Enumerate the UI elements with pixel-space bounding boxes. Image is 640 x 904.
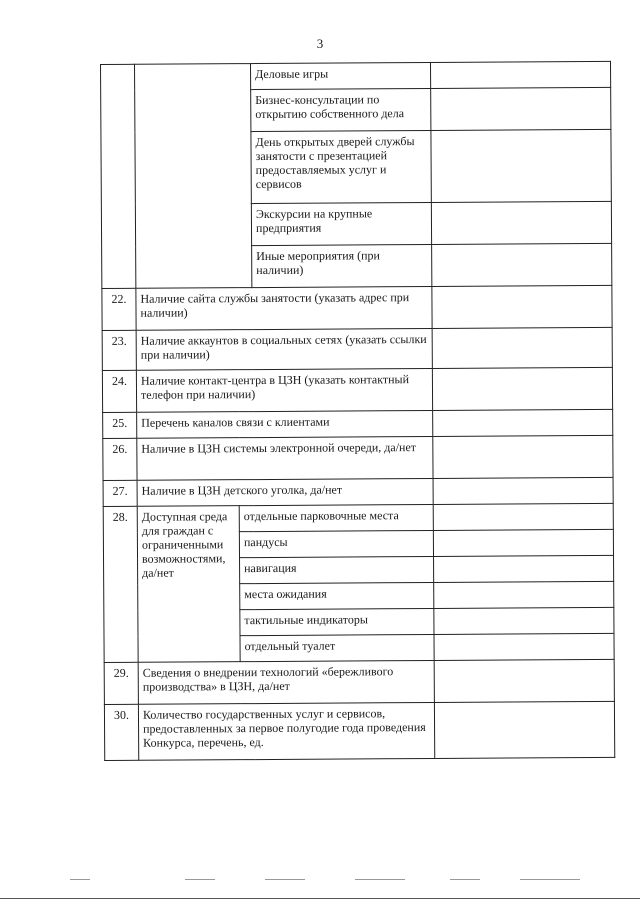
value-cell <box>434 701 614 758</box>
scan-mark <box>450 879 480 880</box>
row-number: 29. <box>104 662 138 704</box>
row-number: 24. <box>102 370 136 412</box>
sub-item-cell: отдельные парковочные места <box>239 504 433 531</box>
row-text: Наличие аккаунтов в социальных сетях (указать ссылки при наличии) <box>136 328 432 370</box>
cont-item-cell: Бизнес-консультации по открытию собственного дела <box>251 88 431 131</box>
value-cell <box>434 633 614 660</box>
value-cell <box>432 327 612 368</box>
row-number: 22. <box>102 288 136 330</box>
scan-mark <box>520 879 580 880</box>
survey-table <box>100 61 615 761</box>
cont-label-cell <box>135 64 252 289</box>
table-row <box>103 503 613 532</box>
row-number: 26. <box>103 438 137 480</box>
scan-mark <box>70 879 90 880</box>
value-cell <box>433 477 613 504</box>
row-text: Наличие в ЦЗН системы электронной очереди, да/нет <box>137 436 433 480</box>
table-row <box>101 61 611 90</box>
table-row <box>103 477 613 506</box>
page-number: 3 <box>316 36 324 51</box>
table-row <box>102 285 612 330</box>
row-text: Наличие в ЦЗН детского уголка, да/нет <box>137 478 433 506</box>
sub-item-cell: пандусы <box>239 530 433 557</box>
value-cell <box>430 61 610 88</box>
value-cell <box>431 201 611 244</box>
value-cell <box>434 607 614 634</box>
table-row <box>102 367 612 412</box>
value-cell <box>433 409 613 436</box>
value-cell <box>432 243 612 286</box>
row-text: Наличие сайта службы занятости (указать адрес при наличии) <box>136 286 432 330</box>
scan-mark <box>185 879 215 880</box>
table-row <box>103 409 613 438</box>
value-cell <box>433 435 613 478</box>
table-row <box>102 327 612 370</box>
survey-table-wrapper <box>100 64 611 761</box>
value-cell <box>432 285 612 328</box>
cont-num-cell <box>101 64 136 288</box>
value-cell <box>434 555 614 582</box>
sub-item-cell: отдельный туалет <box>240 634 434 661</box>
cont-item-cell: Деловые игры <box>251 62 431 89</box>
value-cell <box>433 503 613 530</box>
row-text: Доступная среда для граждан с ограниченными возможностями, да/нет <box>137 506 240 663</box>
row-number: 30. <box>104 704 138 760</box>
table-row <box>104 659 614 704</box>
sub-item-cell: навигация <box>240 556 434 583</box>
sub-item-cell: места ожидания <box>240 582 434 609</box>
value-cell <box>434 581 614 608</box>
table-row <box>103 435 613 480</box>
value-cell <box>432 367 612 410</box>
value-cell <box>434 659 614 702</box>
scan-mark <box>265 879 305 880</box>
row-number: 28. <box>103 506 138 662</box>
cont-item-cell: Экскурсии на крупные предприятия <box>251 202 431 245</box>
row-text: Сведения о внедрении технологий «бережливого производства» в ЦЗН, да/нет <box>138 660 434 704</box>
row-number: 27. <box>103 480 137 506</box>
cont-item-cell: Иные мероприятия (при наличии) <box>252 244 432 287</box>
value-cell <box>433 529 613 556</box>
row-text: Перечень каналов связи с клиентами <box>137 410 433 438</box>
row-number: 23. <box>102 330 136 370</box>
value-cell <box>431 87 611 130</box>
bottom-edge-line <box>0 898 640 899</box>
table-row <box>104 701 614 760</box>
sub-item-cell: тактильные индикаторы <box>240 608 434 635</box>
value-cell <box>431 129 611 202</box>
row-text: Наличие контакт-центра в ЦЗН (указать контактный телефон при наличии) <box>136 368 432 412</box>
scan-mark <box>355 879 405 880</box>
row-number: 25. <box>103 412 137 438</box>
cont-item-cell: День открытых дверей службы занятости с презентацией предоставляемых услуг и сервисов <box>251 130 431 203</box>
row-text: Количество государственных услуг и сервисов, предоставленных за первое полугодие года проведения Конкурса, перечень, ед. <box>138 702 434 760</box>
